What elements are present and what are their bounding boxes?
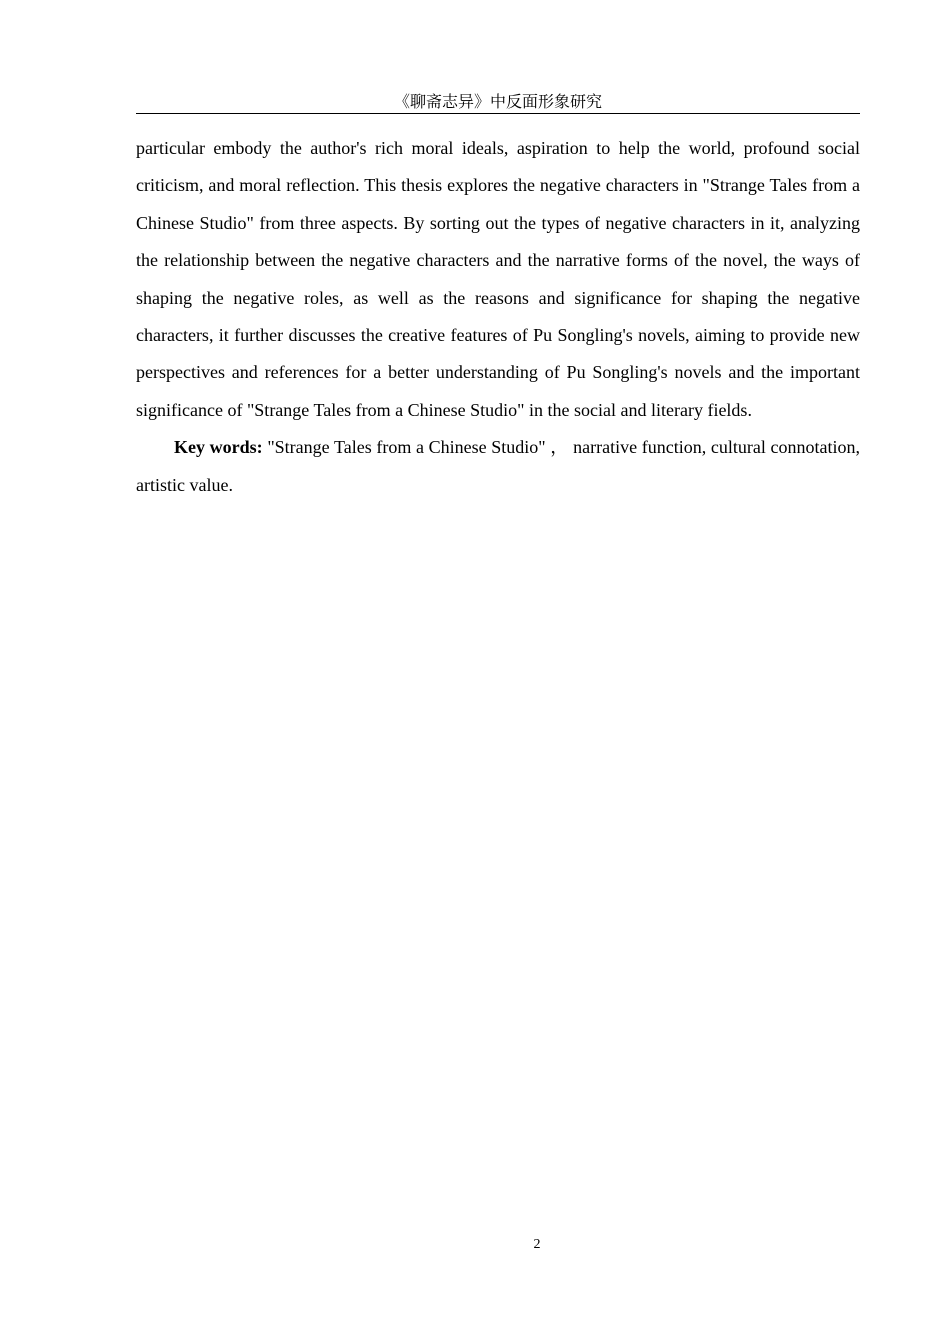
keywords-text: "Strange Tales from a Chinese Studio" ， narrative function, cultural connotation, artistic value. <box>136 437 860 495</box>
page-number: 2 <box>533 1237 541 1252</box>
abstract-body <box>136 130 860 504</box>
keywords-label: Key words: <box>174 437 263 458</box>
abstract-paragraph: particular embody the author's rich moral ideals, aspiration to help the world, profound social criticism, and moral reflection. This thesis explores the negative characters in "Strange Tales from a Chinese Studio" from three aspects. By sorting out the types of negative characters in it, analyzing the relationship between the negative characters and the narrative forms of the novel, the ways of shaping the negative roles, as well as the reasons and significance for shaping the negative characters, it further discusses the creative features of Pu Songling's novels, aiming to provide new perspectives and references for a better understanding of Pu Songling's novels and the important significance of "Strange Tales from a Chinese Studio" in the social and literary fields. <box>136 138 860 420</box>
keywords-line <box>136 429 860 504</box>
running-header: 《聊斋志异》中反面形象研究 <box>136 91 860 114</box>
